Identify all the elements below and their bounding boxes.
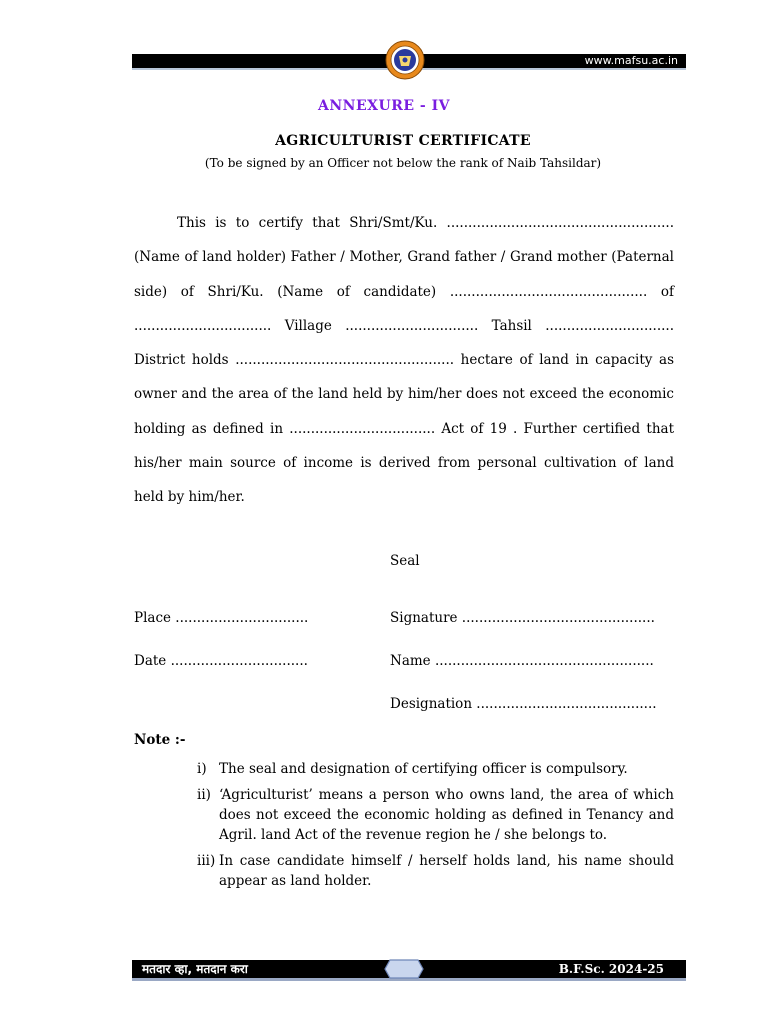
note-item [197,851,674,891]
note-item [197,759,674,779]
place-field: Place ............................... [134,610,309,626]
note-text: The seal and designation of certifying officer is compulsory. [219,761,628,777]
certificate-body: This is to certify that Shri/Smt/Ku. ..................................................... (Name of land holder) Father / Mother, Grand father / Grand mother (Paternal side) of Shri/Ku. (Name of candidate) .............................................. of ................................ Village ............................... Tahsil .............................. District holds ................................................... hectare of land in capacity as owner and the area of the land held by him/her does not exceed the economic holding as defined in .................................. Act of 19 . Further certified that his/her main source of income is derived from personal cultivation of land held by him/her. [134,215,674,506]
website-url: www.mafsu.ac.in [584,54,678,67]
note-number: ii) [197,787,211,803]
designation-field: Designation .......................................... [390,696,657,712]
seal-label: Seal [390,553,420,569]
certificate-title: AGRICULTURIST CERTIFICATE [275,133,531,149]
annexure-label: ANNEXURE - IV [318,98,450,114]
note-text: ‘Agriculturist’ means a person who owns land, the area of which does not exceed the economic holding as defined in Tenancy and Agril. land Act of the revenue region he / she belongs to. [219,787,674,843]
hexagon-icon [384,959,424,979]
note-label: Note :- [134,732,186,748]
note-list [197,759,674,897]
footer-bar [132,960,686,981]
university-logo [385,40,425,80]
note-text: In case candidate himself / herself holds land, his name should appear as land holder. [219,853,674,889]
brochure-label: B.F.Sc. 2024-25 [558,962,664,976]
signature-field: Signature ............................................. [390,610,655,626]
certificate-subtitle: (To be signed by an Officer not below the rank of Naib Tahsildar) [204,156,602,170]
note-number: i) [197,761,207,777]
footer-slogan: मतदार व्हा, मतदान करा [142,962,248,976]
note-item [197,785,674,845]
date-field: Date ................................ [134,653,308,669]
name-field: Name ................................................... [390,653,654,669]
note-number: iii) [197,853,216,869]
